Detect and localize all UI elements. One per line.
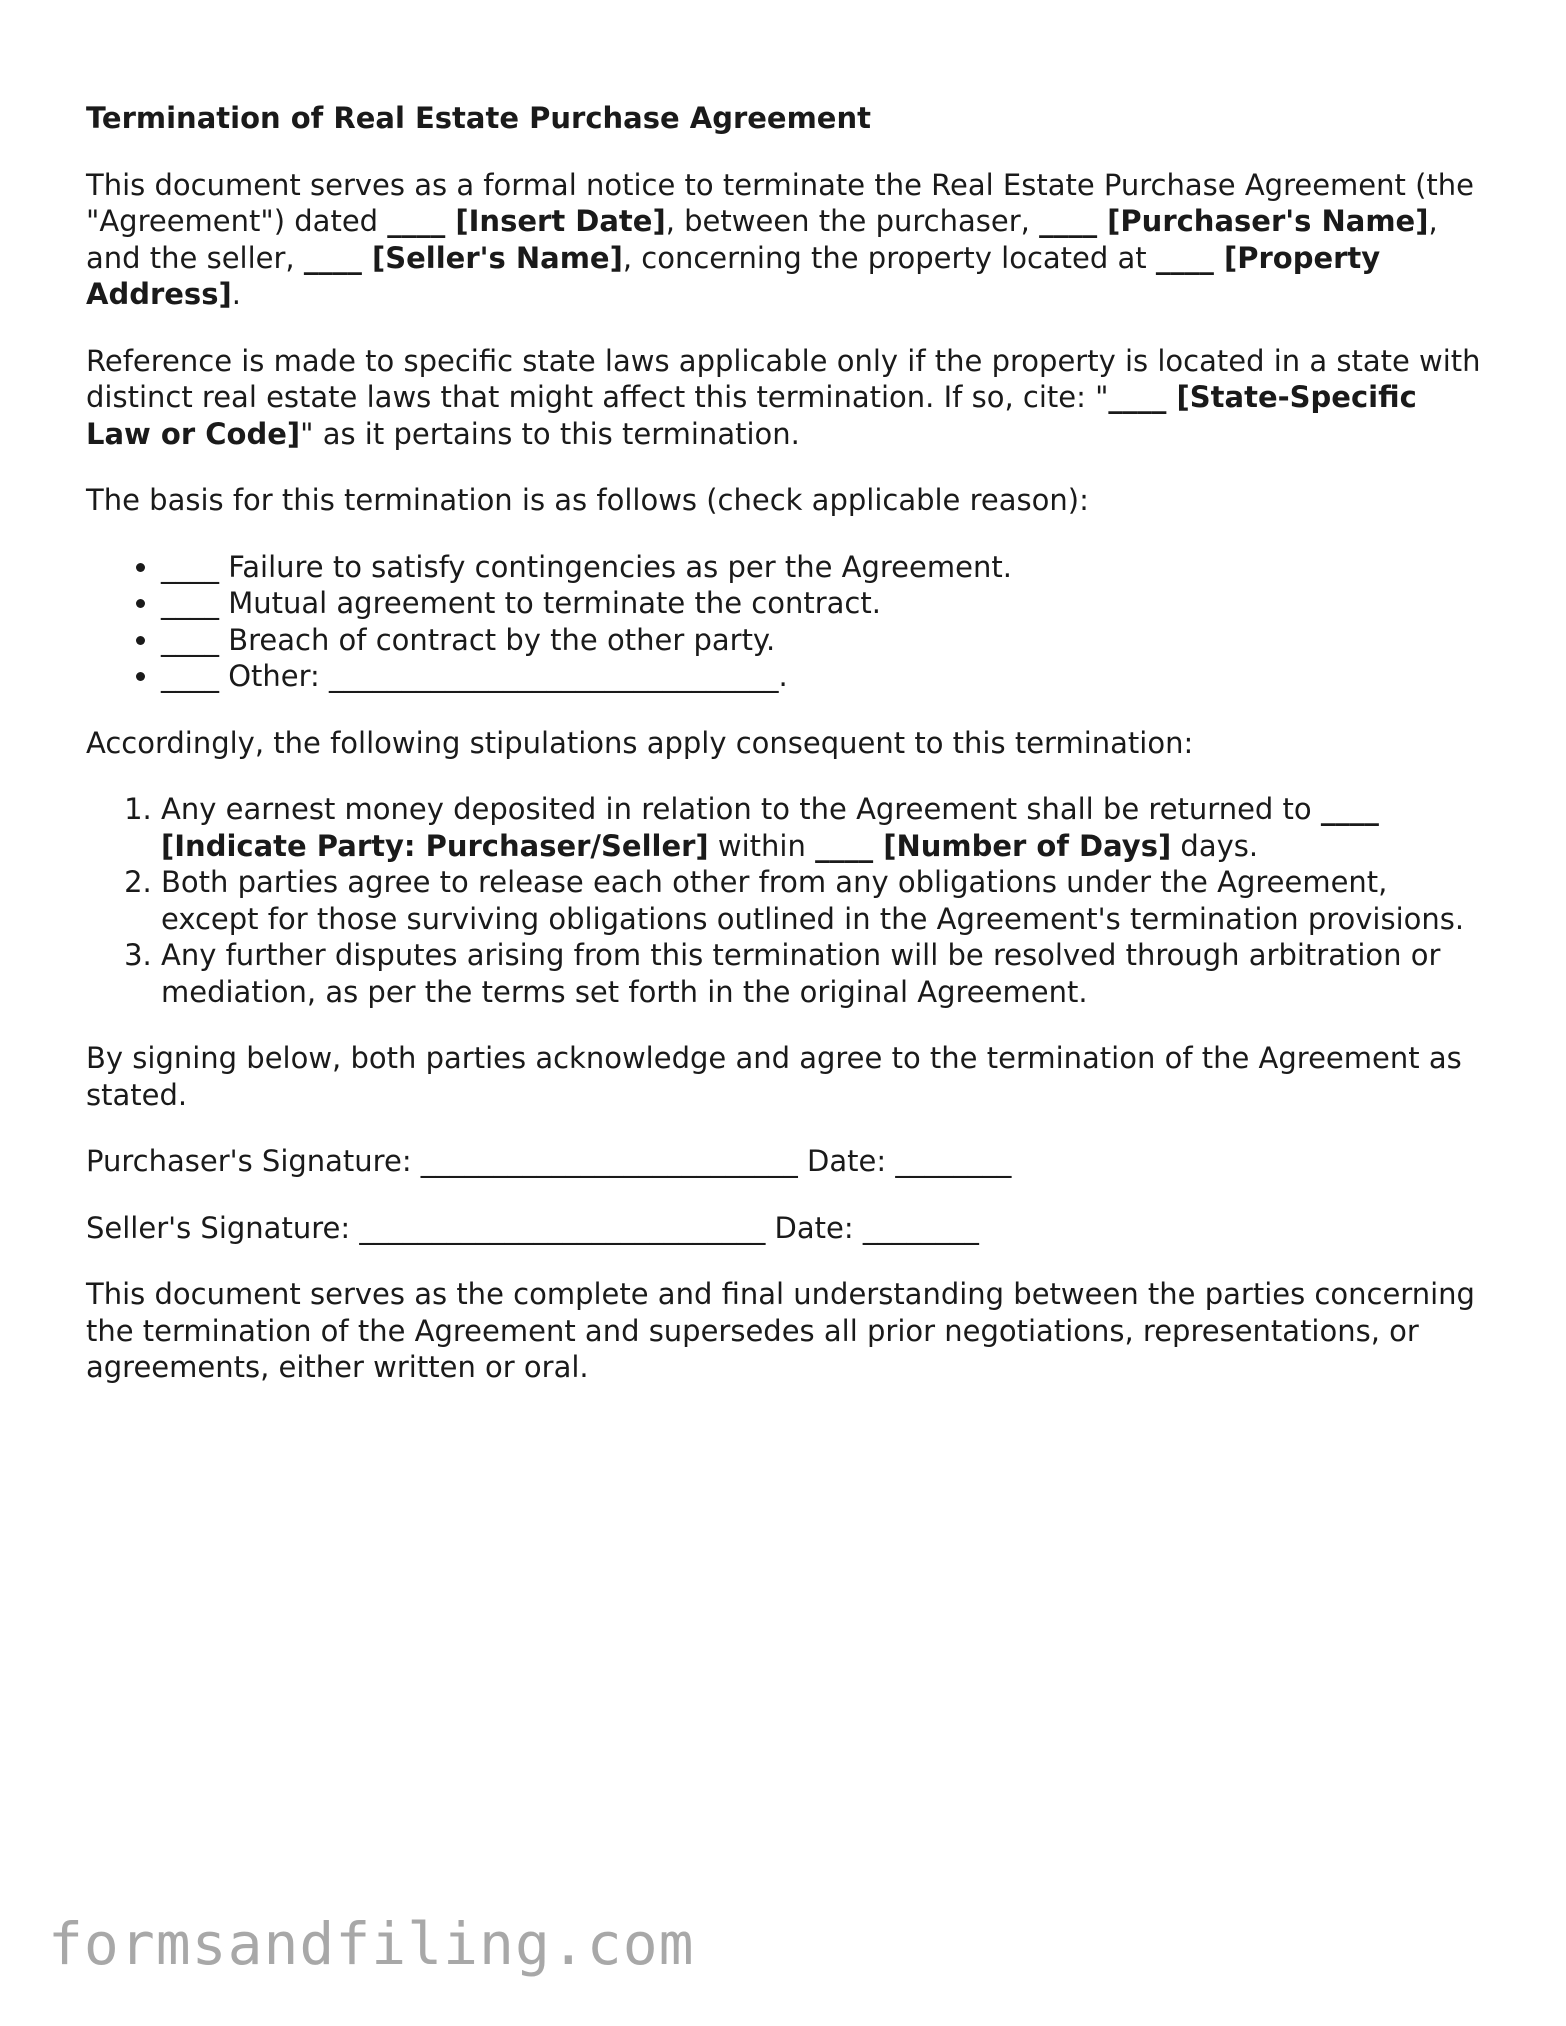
state-law-paragraph (86, 343, 1486, 453)
indicate-party-blank: ____ [Indicate Party: Purchaser/Seller] (161, 792, 1379, 863)
intro-text-1: This document serves as a formal notice to terminate the Real Estate Purchase Agreement (the "Agreement") dated (86, 167, 1475, 238)
reason-item: • ____ Other: _______________________________. (161, 658, 1486, 695)
reason-item: • ____ Failure to satisfy contingencies as per the Agreement. (161, 549, 1486, 586)
insert-date-blank: ____ [Insert Date] (387, 204, 666, 238)
intro-text-4: , concerning the property located at (622, 240, 1156, 275)
stipulation-item: 3. Any further disputes arising from this termination will be resolved through arbitration or mediation, as per the terms set forth in the original Agreement. (161, 937, 1486, 1010)
property-address-blank: ____ [Property Address] (86, 240, 1381, 311)
reasons-list (86, 549, 1486, 695)
intro-text-3: , and the seller, (86, 204, 1438, 275)
seller-name-blank: ____ [Seller's Name] (303, 240, 623, 275)
purchaser-name-blank: ____ [Purchaser's Name] (1039, 204, 1429, 238)
document-title: Termination of Real Estate Purchase Agreement (86, 101, 871, 135)
seller-signature-line: Seller's Signature: ____________________________ Date: ________ (86, 1210, 979, 1245)
acknowledge-paragraph: By signing below, both parties acknowledge and agree to the termination of the Agreement as stated. (86, 1041, 1462, 1112)
stipulation-1-text-1: Any earnest money deposited in relation to the Agreement shall be returned to (161, 792, 1321, 826)
state-law-text-1: Reference is made to specific state laws applicable only if the property is located in a state with distinct real estate laws that might affect this termination. If so, cite: " (86, 343, 1481, 414)
stipulation-item (161, 791, 1486, 864)
stipulations-list (86, 791, 1486, 1010)
closing-paragraph: This document serves as the complete and final understanding between the parties concerning the termination of the Agreement and supersedes all prior negotiations, representations, or agreements, either written or oral. (86, 1277, 1475, 1384)
state-law-text-2: " as it pertains to this termination. (300, 416, 800, 451)
purchaser-signature-line: Purchaser's Signature: __________________________ Date: ________ (86, 1144, 1012, 1178)
intro-text-2: , between the purchaser, (665, 204, 1040, 238)
watermark: formsandfiling.com (48, 1910, 695, 1978)
reason-item: • ____ Breach of contract by the other party. (161, 622, 1486, 659)
stipulations-intro: Accordingly, the following stipulations apply consequent to this termination: (86, 725, 1194, 760)
basis-intro: The basis for this termination is as follows (check applicable reason): (86, 483, 1089, 517)
intro-paragraph (86, 167, 1486, 313)
stipulation-1-text-2: within (708, 828, 816, 863)
document-body (86, 100, 1486, 1416)
stipulation-1-text-3: days. (1171, 828, 1259, 863)
state-law-blank: ____ [State-Specific Law or Code] (86, 380, 1417, 451)
reason-item: • ____ Mutual agreement to terminate the contract. (161, 585, 1486, 622)
intro-text-5: . (231, 277, 241, 311)
number-of-days-blank: ____ [Number of Days] (815, 828, 1172, 863)
stipulation-item: 2. Both parties agree to release each other from any obligations under the Agreement, except for those surviving obligations outlined in the Agreement's termination provisions. (161, 864, 1486, 937)
